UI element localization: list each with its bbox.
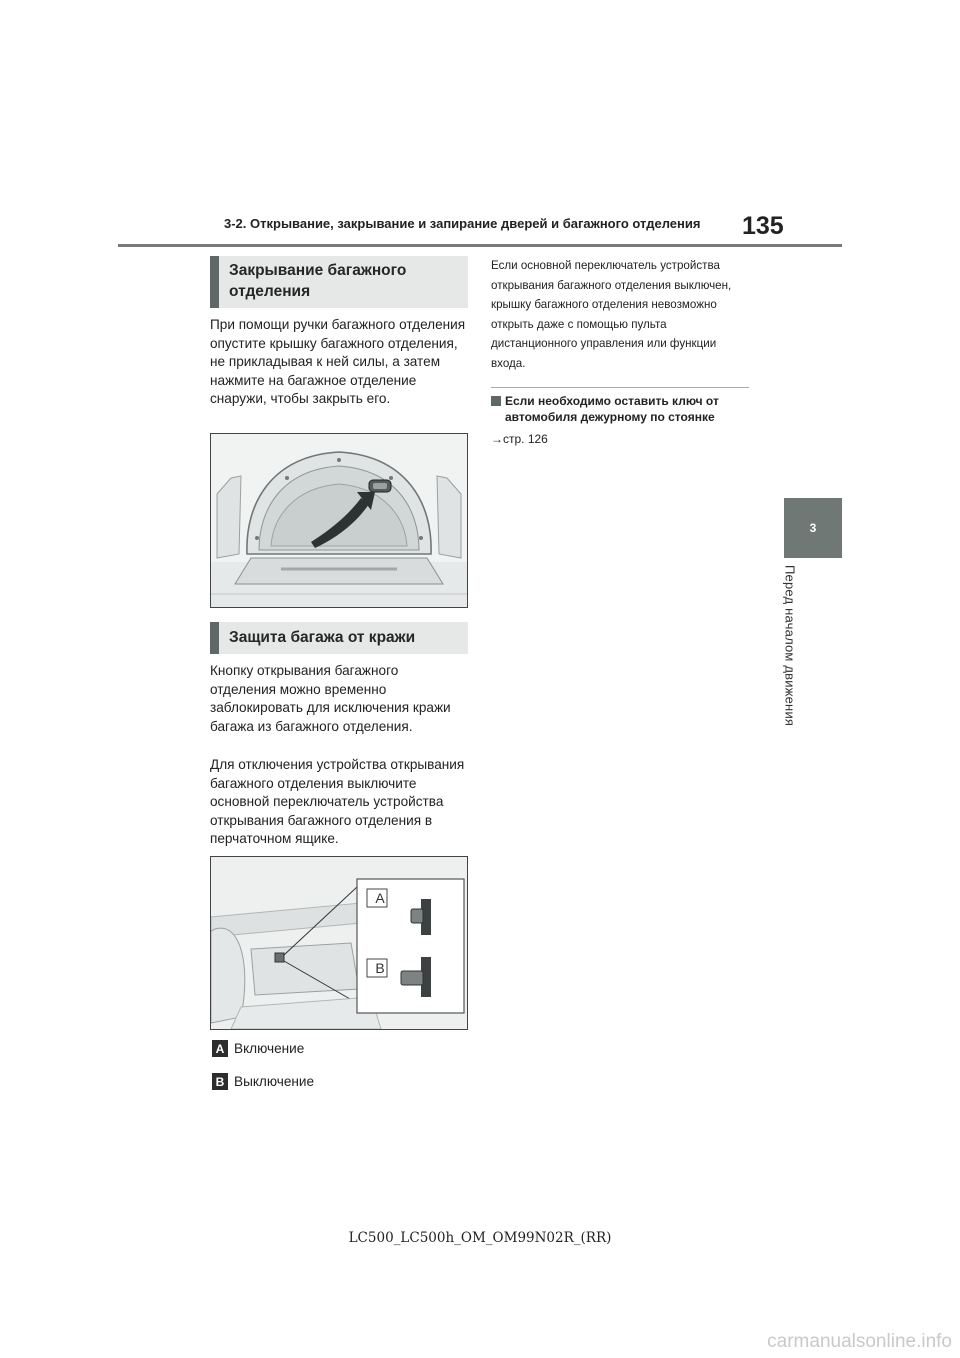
legend-row-a [212, 1040, 304, 1057]
page-number: 135 [742, 212, 784, 240]
section-heading-closing-trunk: Закрывание багажного отделения [210, 256, 468, 308]
site-watermark: carmanualsonline.info [767, 1331, 952, 1352]
reference-link[interactable]: стр. 126 [503, 432, 548, 446]
legend-text-a: Включение [234, 1041, 305, 1056]
legend-text-b: Выключение [234, 1074, 315, 1089]
inset-label-a: A [375, 890, 385, 906]
chapter-title: Перед началом движения [782, 565, 798, 727]
note-divider [491, 387, 749, 388]
switch-off-note: Если основной переключатель устройства открывания багажного отделения выключен, крышку багажного отделения невозможно открыть даже с помощью пульта дистанционного управления или функции входа. [491, 259, 732, 370]
section-heading-theft-protection: Защита багажа от кражи [210, 622, 468, 654]
inset-label-b: B [375, 960, 385, 976]
legend-key-a: A [212, 1040, 228, 1057]
document-code: LC500_LC500h_OM_OM99N02R_(RR) [348, 1230, 612, 1246]
reference-arrow-icon: → [491, 432, 503, 446]
header-rule [118, 244, 842, 247]
trunk-lid-illustration [210, 433, 468, 608]
note-square-icon [491, 396, 501, 406]
disable-opener-paragraph: Для отключения устройства открывания багажного отделения выключите основной переключатель устройства открывания багажного отделения в перчаточном ящике. [210, 757, 465, 847]
section-header-title: 3-2. Открывание, закрывание и запирание дверей и багажного отделения [224, 216, 701, 231]
chapter-side-label [762, 565, 818, 795]
page-reference [491, 432, 548, 446]
legend-key-b: B [212, 1073, 228, 1090]
glovebox-switch-illustration [210, 856, 468, 1030]
valet-note-heading-text: Если необходимо оставить ключ от автомобиля дежурному по стоянке [505, 394, 719, 424]
valet-note-heading [491, 393, 753, 425]
chapter-tab: 3 [784, 498, 842, 558]
closing-instructions: При помощи ручки багажного отделения опустите крышку багажного отделения, не прикладывая к ней силы, а затем нажмите на багажное отделение снаружи, чтобы закрыть его. [210, 317, 466, 407]
legend-row-b [212, 1073, 314, 1090]
theft-protection-paragraph: Кнопку открывания багажного отделения можно временно заблокировать для исключения кражи багажа из багажного отделения. [210, 663, 451, 734]
